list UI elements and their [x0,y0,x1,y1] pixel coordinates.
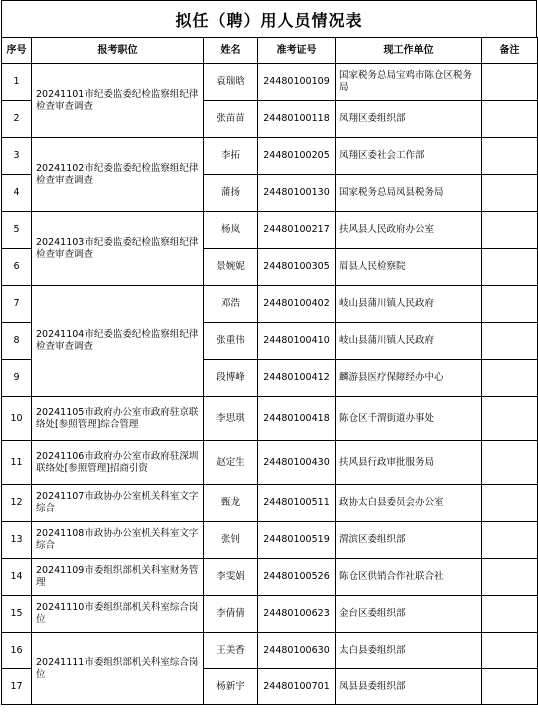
row-exam-number: 24480100623 [258,596,336,633]
row-no: 9 [2,360,32,397]
row-note [482,286,538,323]
row-no: 3 [2,138,32,175]
row-note [482,441,538,485]
row-note [482,212,538,249]
row-no: 7 [2,286,32,323]
row-position: 20241106市政府办公室市政府驻深圳联络处[参照管理]招商引资 [32,441,204,485]
row-name: 王美香 [204,633,258,669]
table-row [2,596,538,633]
header-position: 报考职位 [32,38,204,64]
row-position: 20241103市纪委监委纪检监察组纪律检查审查调查 [32,212,204,286]
row-no: 6 [2,249,32,286]
row-exam-number: 24480100109 [258,64,336,101]
row-exam-number: 24480100118 [258,101,336,138]
row-no: 8 [2,323,32,360]
page-title: 拟任（聘）用人员情况表 [1,0,537,37]
row-note [482,138,538,175]
row-no: 10 [2,397,32,441]
row-exam-number: 24480100410 [258,323,336,360]
row-exam-number: 24480100412 [258,360,336,397]
row-exam-number: 24480100130 [258,175,336,212]
row-no: 2 [2,101,32,138]
row-position: 20241108市政协办公室机关科室文字综合 [32,522,204,559]
row-note [482,175,538,212]
row-note [482,522,538,559]
row-work-unit: 国家税务总局宝鸡市陈仓区税务局 [336,64,482,101]
row-no: 13 [2,522,32,559]
row-name: 张重伟 [204,323,258,360]
table-row [2,397,538,441]
row-position: 20241101市纪委监委纪检监察组纪律检查审查调查 [32,64,204,138]
personnel-sheet [1,0,537,705]
row-work-unit: 眉县人民检察院 [336,249,482,286]
header-name: 姓名 [204,38,258,64]
row-work-unit: 扶风县人民政府办公室 [336,212,482,249]
row-no: 14 [2,559,32,596]
row-name: 张苗苗 [204,101,258,138]
table-row [2,138,538,175]
row-work-unit: 陈仓区供销合作社联合社 [336,559,482,596]
row-note [482,249,538,286]
row-exam-number: 24480100305 [258,249,336,286]
row-no: 17 [2,669,32,705]
row-work-unit: 陈仓区千渭街道办事处 [336,397,482,441]
row-position: 20241111市委组织部机关科室综合岗位 [32,633,204,705]
row-exam-number: 24480100519 [258,522,336,559]
row-work-unit: 政协太白县委员会办公室 [336,485,482,522]
row-name: 袁瑞晗 [204,64,258,101]
row-no: 5 [2,212,32,249]
row-work-unit: 麟游县医疗保障经办中心 [336,360,482,397]
table-row [2,559,538,596]
row-exam-number: 24480100511 [258,485,336,522]
row-note [482,360,538,397]
header-exam-number: 准考证号 [258,38,336,64]
row-name: 段博峰 [204,360,258,397]
header-no: 序号 [2,38,32,64]
row-position: 20241110市委组织部机关科室综合岗位 [32,596,204,633]
table-row [2,286,538,323]
row-note [482,559,538,596]
table-row [2,633,538,669]
row-name: 邓浩 [204,286,258,323]
row-exam-number: 24480100402 [258,286,336,323]
row-work-unit: 岐山县蒲川镇人民政府 [336,323,482,360]
row-no: 12 [2,485,32,522]
table-row [2,64,538,101]
row-name: 景婉妮 [204,249,258,286]
row-note [482,596,538,633]
row-exam-number: 24480100430 [258,441,336,485]
table-row [2,485,538,522]
row-work-unit: 金台区委组织部 [336,596,482,633]
row-name: 张钊 [204,522,258,559]
table-row [2,212,538,249]
row-position: 20241107市政协办公室机关科室文字综合 [32,485,204,522]
row-note [482,485,538,522]
row-work-unit: 太白县委组织部 [336,633,482,669]
row-no: 15 [2,596,32,633]
row-exam-number: 24480100418 [258,397,336,441]
row-name: 李雯娟 [204,559,258,596]
row-position: 20241102市纪委监委纪检监察组纪律检查审查调查 [32,138,204,212]
header-note: 备注 [482,38,538,64]
row-exam-number: 24480100526 [258,559,336,596]
row-exam-number: 24480100630 [258,633,336,669]
row-note [482,633,538,669]
row-exam-number: 24480100205 [258,138,336,175]
row-note [482,323,538,360]
header-work-unit: 现工作单位 [336,38,482,64]
table-row [2,522,538,559]
row-note [482,101,538,138]
row-no: 16 [2,633,32,669]
row-work-unit: 凤翔区委社会工作部 [336,138,482,175]
table-row [2,441,538,485]
row-position: 20241104市纪委监委纪检监察组纪律检查审查调查 [32,286,204,397]
row-work-unit: 凤县县委组织部 [336,669,482,705]
row-name: 甄龙 [204,485,258,522]
row-note [482,669,538,705]
row-position: 20241109市委组织部机关科室财务管理 [32,559,204,596]
row-name: 李倩倩 [204,596,258,633]
row-position: 20241105市政府办公室市政府驻京联络处[参照管理]综合管理 [32,397,204,441]
row-name: 蒲扬 [204,175,258,212]
row-name: 赵定生 [204,441,258,485]
row-work-unit: 渭滨区委组织部 [336,522,482,559]
row-name: 李拓 [204,138,258,175]
row-no: 4 [2,175,32,212]
row-exam-number: 24480100701 [258,669,336,705]
row-name: 李思琪 [204,397,258,441]
row-no: 1 [2,64,32,101]
row-name: 杨新宇 [204,669,258,705]
row-work-unit: 凤翔区委组织部 [336,101,482,138]
row-exam-number: 24480100217 [258,212,336,249]
row-note [482,397,538,441]
row-no: 11 [2,441,32,485]
row-work-unit: 国家税务总局凤县税务局 [336,175,482,212]
row-note [482,64,538,101]
row-name: 杨岚 [204,212,258,249]
header-row [2,38,538,64]
row-work-unit: 岐山县蒲川镇人民政府 [336,286,482,323]
personnel-table [1,37,538,705]
row-work-unit: 扶风县行政审批服务局 [336,441,482,485]
